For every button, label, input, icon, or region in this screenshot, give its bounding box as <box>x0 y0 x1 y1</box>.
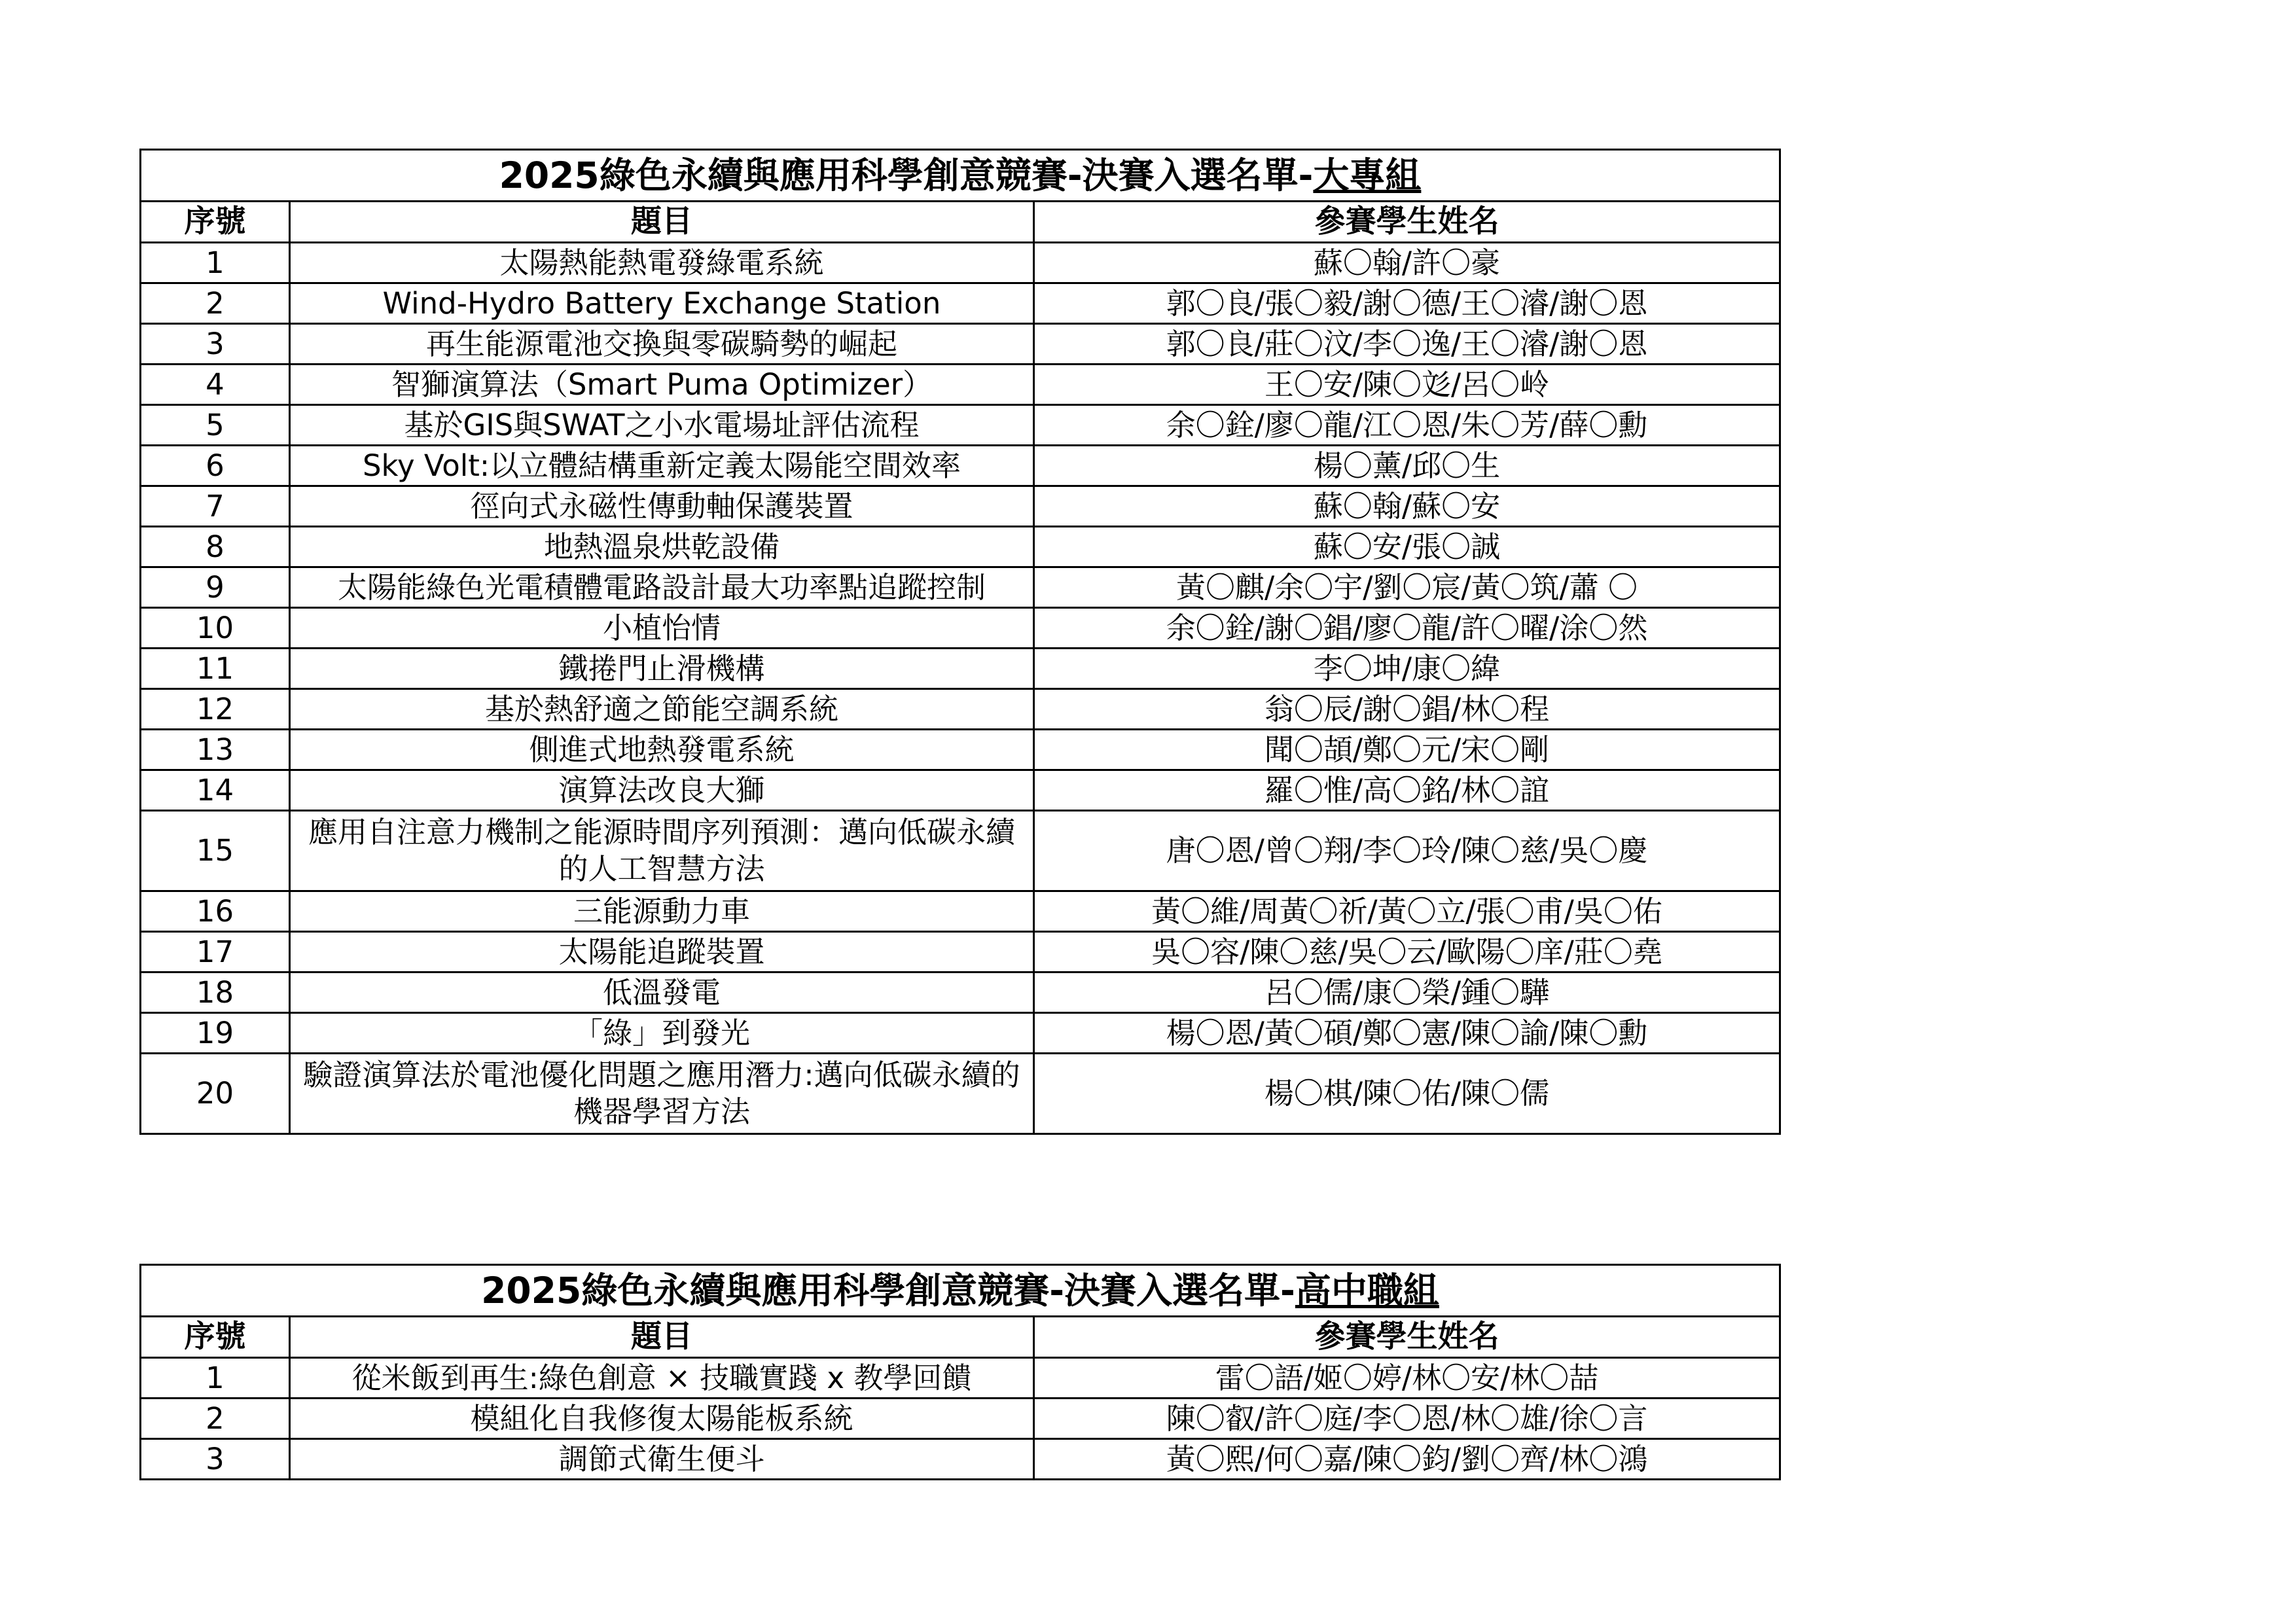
table-title-row <box>141 1265 1780 1317</box>
row-number: 1 <box>141 243 290 283</box>
row-number: 4 <box>141 365 290 405</box>
table-row <box>141 405 1780 446</box>
row-students: 楊〇棋/陳〇佑/陳〇儒 <box>1034 1054 1780 1134</box>
table-row <box>141 1054 1780 1134</box>
table-row <box>141 486 1780 527</box>
row-students: 翁〇辰/謝〇錩/林〇程 <box>1034 689 1780 730</box>
table-title <box>141 1265 1780 1317</box>
header-row <box>141 202 1780 243</box>
table-row <box>141 567 1780 608</box>
table-row <box>141 649 1780 689</box>
row-students: 王〇安/陳〇彣/呂〇岭 <box>1034 365 1780 405</box>
row-students: 呂〇儒/康〇榮/鍾〇驊 <box>1034 972 1780 1013</box>
table-title-group: 大專組 <box>1313 154 1422 196</box>
college-rows <box>141 243 1780 1134</box>
row-topic: 太陽熱能熱電發綠電系統 <box>290 243 1034 283</box>
table-row <box>141 932 1780 972</box>
row-students: 郭〇良/莊〇汶/李〇逸/王〇濬/謝〇恩 <box>1034 324 1780 365</box>
header-row <box>141 1317 1780 1358</box>
row-number: 19 <box>141 1013 290 1054</box>
row-students: 黃〇麒/余〇宇/劉〇宸/黃〇筑/蕭 〇 <box>1034 567 1780 608</box>
row-number: 3 <box>141 1439 290 1480</box>
row-topic: 驗證演算法於電池優化問題之應用潛力:邁向低碳永續的機器學習方法 <box>290 1054 1034 1134</box>
row-number: 9 <box>141 567 290 608</box>
header-students: 參賽學生姓名 <box>1034 202 1780 243</box>
row-topic: 基於GIS與SWAT之小水電場址評估流程 <box>290 405 1034 446</box>
row-students: 羅〇惟/高〇銘/林〇誼 <box>1034 770 1780 811</box>
table-row <box>141 770 1780 811</box>
row-number: 11 <box>141 649 290 689</box>
row-topic: 低溫發電 <box>290 972 1034 1013</box>
row-students: 蘇〇安/張〇誠 <box>1034 527 1780 567</box>
row-topic: 小植怡情 <box>290 608 1034 649</box>
table-row <box>141 811 1780 891</box>
table-row <box>141 891 1780 932</box>
table-row <box>141 283 1780 324</box>
row-students: 吳〇容/陳〇慈/吳〇云/歐陽〇庠/莊〇堯 <box>1034 932 1780 972</box>
row-students: 唐〇恩/曾〇翔/李〇玲/陳〇慈/吳〇慶 <box>1034 811 1780 891</box>
table-title-group: 高中職組 <box>1295 1270 1439 1311</box>
row-number: 8 <box>141 527 290 567</box>
row-students: 蘇〇翰/許〇豪 <box>1034 243 1780 283</box>
college-finalist-table <box>139 149 1781 1135</box>
header-number: 序號 <box>141 1317 290 1358</box>
table-row <box>141 1358 1780 1399</box>
table-row <box>141 689 1780 730</box>
row-number: 7 <box>141 486 290 527</box>
table-row <box>141 324 1780 365</box>
row-topic: Wind-Hydro Battery Exchange Station <box>290 283 1034 324</box>
table-title-prefix: 2025綠色永續與應用科學創意競賽-決賽入選名單- <box>499 154 1314 196</box>
row-students: 雷〇語/姬〇婷/林〇安/林〇喆 <box>1034 1358 1780 1399</box>
row-topic: 「綠」到發光 <box>290 1013 1034 1054</box>
table-row <box>141 972 1780 1013</box>
table-row <box>141 1439 1780 1480</box>
row-number: 14 <box>141 770 290 811</box>
row-topic: 調節式衛生便斗 <box>290 1439 1034 1480</box>
row-topic: 三能源動力車 <box>290 891 1034 932</box>
row-topic: 從米飯到再生:綠色創意 × 技職實踐 x 教學回饋 <box>290 1358 1034 1399</box>
row-number: 20 <box>141 1054 290 1134</box>
row-students: 李〇坤/康〇緯 <box>1034 649 1780 689</box>
row-topic: 側進式地熱發電系統 <box>290 730 1034 770</box>
row-topic: 再生能源電池交換與零碳騎勢的崛起 <box>290 324 1034 365</box>
highschool-rows <box>141 1358 1780 1480</box>
row-students: 楊〇薰/邱〇生 <box>1034 446 1780 486</box>
row-topic: 基於熱舒適之節能空調系統 <box>290 689 1034 730</box>
row-number: 17 <box>141 932 290 972</box>
table-row <box>141 1013 1780 1054</box>
row-topic: 徑向式永磁性傳動軸保護裝置 <box>290 486 1034 527</box>
row-topic: 智獅演算法（Smart Puma Optimizer） <box>290 365 1034 405</box>
row-number: 18 <box>141 972 290 1013</box>
row-number: 13 <box>141 730 290 770</box>
row-students: 黃〇維/周黃〇祈/黃〇立/張〇甫/吳〇佑 <box>1034 891 1780 932</box>
table-row <box>141 365 1780 405</box>
row-number: 5 <box>141 405 290 446</box>
table-row <box>141 446 1780 486</box>
header-topic: 題目 <box>290 1317 1034 1358</box>
row-students: 楊〇恩/黃〇碩/鄭〇憲/陳〇諭/陳〇勳 <box>1034 1013 1780 1054</box>
row-number: 3 <box>141 324 290 365</box>
table-title-row <box>141 150 1780 202</box>
highschool-finalist-table <box>139 1264 1781 1480</box>
row-number: 1 <box>141 1358 290 1399</box>
row-students: 郭〇良/張〇毅/謝〇德/王〇濬/謝〇恩 <box>1034 283 1780 324</box>
table-row <box>141 243 1780 283</box>
header-students: 參賽學生姓名 <box>1034 1317 1780 1358</box>
row-topic: 應用自注意力機制之能源時間序列預測：邁向低碳永續的人工智慧方法 <box>290 811 1034 891</box>
table-row <box>141 527 1780 567</box>
row-number: 2 <box>141 1399 290 1439</box>
header-number: 序號 <box>141 202 290 243</box>
row-topic: 鐵捲門止滑機構 <box>290 649 1034 689</box>
row-students: 黃〇熙/何〇嘉/陳〇鈞/劉〇齊/林〇鴻 <box>1034 1439 1780 1480</box>
row-number: 10 <box>141 608 290 649</box>
row-students: 聞〇頡/鄭〇元/宋〇剛 <box>1034 730 1780 770</box>
table-row <box>141 1399 1780 1439</box>
row-students: 余〇銓/謝〇錩/廖〇龍/許〇曜/涂〇然 <box>1034 608 1780 649</box>
row-number: 15 <box>141 811 290 891</box>
header-topic: 題目 <box>290 202 1034 243</box>
row-topic: 太陽能綠色光電積體電路設計最大功率點追蹤控制 <box>290 567 1034 608</box>
table-title-prefix: 2025綠色永續與應用科學創意競賽-決賽入選名單- <box>481 1270 1295 1311</box>
row-number: 16 <box>141 891 290 932</box>
table-title <box>141 150 1780 202</box>
row-students: 余〇銓/廖〇龍/江〇恩/朱〇芳/薛〇勳 <box>1034 405 1780 446</box>
table-row <box>141 608 1780 649</box>
row-topic: Sky Volt:以立體結構重新定義太陽能空間效率 <box>290 446 1034 486</box>
row-students: 陳〇叡/許〇庭/李〇恩/林〇雄/徐〇言 <box>1034 1399 1780 1439</box>
row-topic: 地熱溫泉烘乾設備 <box>290 527 1034 567</box>
row-topic: 演算法改良大獅 <box>290 770 1034 811</box>
row-number: 12 <box>141 689 290 730</box>
row-topic: 太陽能追蹤裝置 <box>290 932 1034 972</box>
row-students: 蘇〇翰/蘇〇安 <box>1034 486 1780 527</box>
table-row <box>141 730 1780 770</box>
row-topic: 模組化自我修復太陽能板系統 <box>290 1399 1034 1439</box>
row-number: 6 <box>141 446 290 486</box>
row-number: 2 <box>141 283 290 324</box>
